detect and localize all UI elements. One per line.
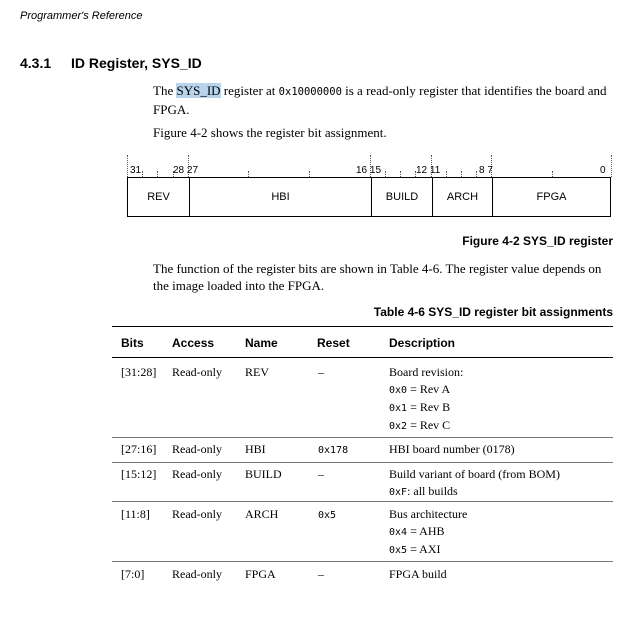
running-header: Programmer's Reference [20,10,143,22]
cell-name: REV [245,365,269,379]
tick-mark [127,155,128,177]
cell-description: FPGA build [389,567,447,581]
intro-text: register at [223,83,276,98]
bit-number-28-27: 28 27 [173,165,199,176]
cell-access: Read-only [172,467,222,481]
value-code: 0x4 [389,527,408,538]
cell-bits: [11:8] [121,507,150,521]
cell-description [389,466,560,501]
field-rev: REV [147,191,170,203]
register-address: 0x10000000 [278,86,342,98]
cell-reset [318,506,336,524]
bit-number-12-11: 12 11 [416,165,441,176]
cell-description: HBI board number (0178) [389,442,515,456]
bit-number-31: 31 [130,165,142,176]
bit-number-0: 0 [600,165,606,176]
cell-reset [318,441,348,459]
cell-access: Read-only [172,365,222,379]
figure-caption: Figure 4-2 SYS_ID register [462,234,613,248]
cell-name: ARCH [245,507,279,521]
intro-text: is a read-only register that identifies the board and [345,83,607,98]
function-text: the image loaded into the FPGA. [153,278,325,293]
register-diagram [127,177,611,217]
description-text: Board revision: [389,365,464,379]
cell-bits: [7:0] [121,567,145,581]
function-text: The function of the register bits are shown in Table 4-6. The register value depends on [153,261,602,276]
cell-reset: – [318,567,324,581]
column-header-reset: Reset [317,336,350,350]
column-header-description: Description [389,336,456,350]
value-code: 0x0 [389,385,408,396]
table-caption: Table 4-6 SYS_ID register bit assignments [373,305,613,319]
cell-reset: – [318,365,324,379]
field-build: BUILD [371,178,432,216]
intro-text: FPGA. [153,102,190,117]
section-title: ID Register, SYS_ID [71,55,202,71]
cell-name: BUILD [245,467,282,481]
value-code: 0xF [389,487,408,498]
table-row-rule [112,462,613,463]
table-row-rule [112,437,613,438]
value-code: 0x1 [389,403,408,414]
cell-access: Read-only [172,567,222,581]
figure-reference-paragraph: Figure 4-2 shows the register bit assignment. [153,125,387,140]
value-meaning: = Rev C [410,418,451,432]
value-code: 0x5 [389,545,408,556]
value-meaning: = Rev B [410,400,451,414]
highlighted-register-name: SYS_ID [176,83,221,98]
cell-bits: [15:12] [121,467,157,481]
field-fpga: FPGA [492,178,610,216]
cell-description [389,506,467,559]
value-meaning: : all builds [407,484,458,498]
intro-paragraph [153,82,613,118]
table-row-rule [112,501,613,502]
cell-bits: [27:16] [121,442,157,456]
column-header-access: Access [172,336,215,350]
cell-access: Read-only [172,507,222,521]
table-header-rule [112,357,613,358]
bit-number-8-7: 8 7 [479,165,493,176]
column-header-name: Name [245,336,278,350]
value-meaning: = Rev A [410,382,451,396]
field-hbi: HBI [189,178,371,216]
cell-name: HBI [245,442,266,456]
description-text: Bus architecture [389,507,468,521]
value-meaning: = AXI [410,542,441,556]
table-top-rule [112,326,613,327]
reset-code: 0x178 [318,445,349,456]
section-number: 4.3.1 [20,55,52,71]
cell-description [389,364,463,435]
tick-mark [611,155,612,177]
field-arch: ARCH [432,178,492,216]
description-text: Build variant of board (from BOM) [389,467,560,481]
bit-number-16-15: 16 15 [356,165,382,176]
value-meaning: = AHB [410,524,445,538]
value-code: 0x2 [389,421,408,432]
intro-text: The [153,83,174,98]
cell-name: FPGA [245,567,276,581]
function-paragraph [153,260,623,294]
cell-bits: [31:28] [121,365,157,379]
cell-reset: – [318,467,324,481]
cell-access: Read-only [172,442,222,456]
reset-code: 0x5 [318,510,337,521]
column-header-bits: Bits [121,336,144,350]
table-row-rule [112,561,613,562]
